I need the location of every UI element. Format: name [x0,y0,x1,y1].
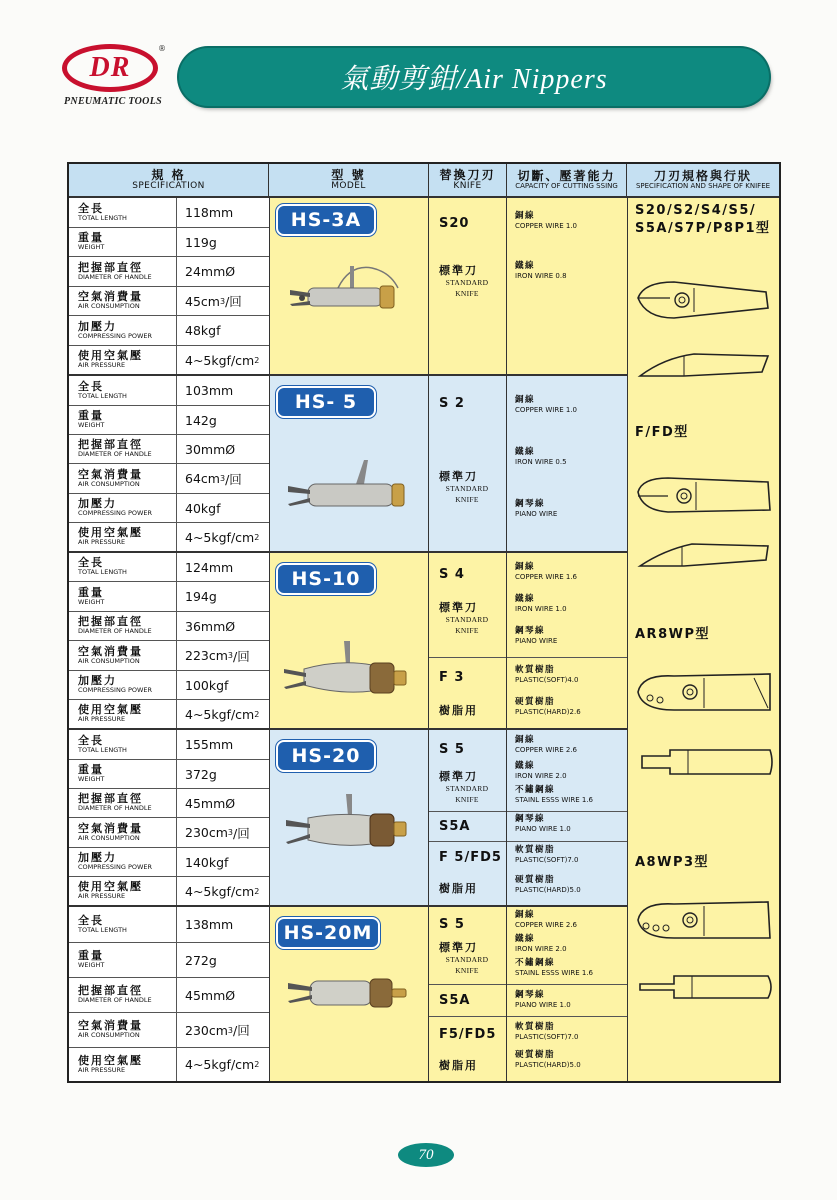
capacity-cell: 銅線 COPPER WIRE 1.0 鐵線 IRON WIRE 0.8 [515,211,577,280]
spec-row: 空氣消費量 AIR CONSUMPTION 230cm 3 /回 [69,1013,269,1048]
knife-code: S5A [439,819,471,834]
spec-row: 加壓力 COMPRESSING POWER 100kgf [69,671,269,700]
knife-code: F5/FD5 [439,1027,497,1042]
knife-side-icon [634,538,774,572]
knife-code: S 2 [439,396,465,411]
model-cell [269,553,429,728]
header-capacity: 切斷、壓著能力 CAPACITY OF CUTTING SSING [507,164,627,198]
shape-title: F/FD型 [635,425,689,440]
logo-mark: DR [62,44,158,92]
spec-row: 加壓力 COMPRESSING POWER 40kgf [69,494,269,523]
air-nipper-image [280,260,412,330]
model-badge: HS-20M [276,917,380,949]
model-block-hs20 [69,730,627,907]
model-block-hs10 [69,553,627,730]
page-number: 70 [398,1143,454,1167]
capacity-cell: 銅線 COPPER WIRE 2.6 鐵線 IRON WIRE 2.0 不鏽鋼線 STAINL ESSS WIRE 1.6 鋼琴線 PIANO WIRE 1.0 軟質樹脂 PLASTIC(SOFT)7.0 硬質樹脂 PLASTIC(HARD)5.0 [507,907,627,1081]
knife-side-icon [634,970,774,1004]
spec-row: 全長 TOTAL LENGTH 103mm [69,376,269,406]
spec-row: 重量 WEIGHT 194g [69,582,269,612]
spec-row: 全長 TOTAL LENGTH 124mm [69,553,269,582]
knife-code: S 5 [439,742,465,757]
spec-row: 使用空氣壓 AIR PRESSURE 4~5kgf/cm 2 [69,346,269,374]
pressure-value: 4~5kgf/cm 2 [177,346,269,374]
air-nipper-image [280,790,412,860]
air-nipper-image [280,454,412,524]
air-value: 45cm 3 /回 [177,287,269,315]
spec-row: 重量 WEIGHT 372g [69,760,269,789]
spec-row: 重量 WEIGHT 119g [69,228,269,257]
spec-row: 把握部直徑 DIAMETER OF HANDLE 24mmØ [69,257,269,287]
knife-side-icon [634,348,774,382]
spec-row: 重量 WEIGHT 272g [69,943,269,978]
knife-shape-ffd-icon [634,470,774,522]
spec-row: 使用空氣壓 AIR PRESSURE 4~5kgf/cm 2 [69,523,269,551]
knife-code: F 3 [439,670,465,685]
model-block-hs3a [69,198,627,376]
air-nipper-image [280,635,412,705]
knife-code: S 4 [439,567,465,582]
knife-code: F 5/FD5 [439,850,502,865]
capacity-cell: 銅線 COPPER WIRE 1.0 鐵線 IRON WIRE 0.5 鋼琴線 PIANO WIRE [515,395,577,518]
header-shape: 刀刃規格與行狀 SPECIFICATION AND SHAPE OF KNIFEE [627,164,779,198]
model-block-hs20m [69,907,627,1081]
spec-row: 全長 TOTAL LENGTH 155mm [69,730,269,760]
spec-row: 使用空氣壓 AIR PRESSURE 4~5kgf/cm 2 [69,1048,269,1081]
brand-logo [58,44,168,114]
spec-row: 把握部直徑 DIAMETER OF HANDLE 36mmØ [69,612,269,641]
spec-row: 全長 TOTAL LENGTH 138mm [69,907,269,943]
spec-row: 使用空氣壓 AIR PRESSURE 4~5kgf/cm 2 [69,877,269,905]
page-title: 氣動剪鉗/Air Nippers [179,48,769,106]
length-value: 118mm [177,198,269,227]
shape-title: S20/S2/S4/S5/ S5A/S7P/P8P1型 [635,203,771,236]
spec-row: 空氣消費量 AIR CONSUMPTION 64cm 3 /回 [69,464,269,494]
model-cell [269,376,429,551]
model-badge: HS- 5 [276,386,376,418]
air-nipper-image [280,959,412,1029]
spec-row: 空氣消費量 AIR CONSUMPTION 230cm 3 /回 [69,818,269,848]
model-cell [269,198,429,374]
model-cell [269,730,429,905]
logo-subtitle: PNEUMATIC TOOLS [64,96,162,107]
spec-row: 把握部直徑 DIAMETER OF HANDLE 45mmØ [69,789,269,818]
model-badge: HS-20 [276,740,376,772]
knife-cell: S20 標準刀 STANDARD KNIFE [429,198,507,374]
capacity-cell: 銅線 COPPER WIRE 1.6 鐵線 IRON WIRE 1.0 鋼琴線 PIANO WIRE 軟質樹脂 PLASTIC(SOFT)4.0 硬質樹脂 PLASTIC(HARD)2.6 [507,553,627,728]
model-badge: HS-3A [276,204,376,236]
model-badge: HS-10 [276,563,376,595]
spec-row: 空氣消費量 AIR CONSUMPTION 223cm 3 /回 [69,641,269,671]
model-block-hs5 [69,376,627,553]
spec-row: 重量 WEIGHT 142g [69,406,269,435]
spec-row: 加壓力 COMPRESSING POWER 140kgf [69,848,269,877]
header-spec: 規 格 SPECIFICATION [69,164,269,198]
spec-row: 加壓力 COMPRESSING POWER 48kgf [69,316,269,346]
knife-shape-ar8wp-icon [634,668,774,720]
handle-value: 24mmØ [177,257,269,286]
spec-table [67,162,781,1083]
header-model: 型 號 MODEL [269,164,429,198]
spec-row: 全長 TOTAL LENGTH 118mm [69,198,269,228]
press-value: 48kgf [177,316,269,345]
knife-shape-column [627,198,779,1081]
capacity-cell: 銅線 COPPER WIRE 2.6 鐵線 IRON WIRE 2.0 不鏽鋼線 STAINL ESSS WIRE 1.6 鋼琴線 PIANO WIRE 1.0 軟質樹脂 PLASTIC(SOFT)7.0 硬質樹脂 PLASTIC(HARD)5.0 [507,730,627,905]
knife-cell: S 2 標準刀 STANDARD KNIFE [429,376,507,551]
knife-code: S20 [439,216,470,231]
registered-mark: ® [158,44,166,53]
spec-row: 把握部直徑 DIAMETER OF HANDLE 45mmØ [69,978,269,1013]
spec-row: 空氣消費量 AIR CONSUMPTION 45cm 3 /回 [69,287,269,316]
weight-value: 119g [177,228,269,256]
knife-shape-s20-icon [634,276,774,332]
knife-cell: S 4 標準刀 STANDARD KNIFE F 3 樹脂用 [429,553,507,728]
shape-title: AR8WP型 [635,627,710,642]
knife-shape-a8wp3-icon [634,896,774,948]
spec-row: 使用空氣壓 AIR PRESSURE 4~5kgf/cm 2 [69,700,269,728]
knife-code: S 5 [439,917,465,932]
knife-side-icon [634,742,774,782]
knife-cell: S 5 標準刀 STANDARD KNIFE S5A F 5/FD5 樹脂用 [429,730,507,905]
model-cell [269,907,429,1081]
header-knife: 替換刀刃 KNIFE [429,164,507,198]
shape-title: A8WP3型 [635,855,710,870]
knife-code: S5A [439,993,471,1008]
knife-cell: S 5 標準刀 STANDARD KNIFE S5A F5/FD5 樹脂用 [429,907,507,1081]
spec-row: 把握部直徑 DIAMETER OF HANDLE 30mmØ [69,435,269,464]
